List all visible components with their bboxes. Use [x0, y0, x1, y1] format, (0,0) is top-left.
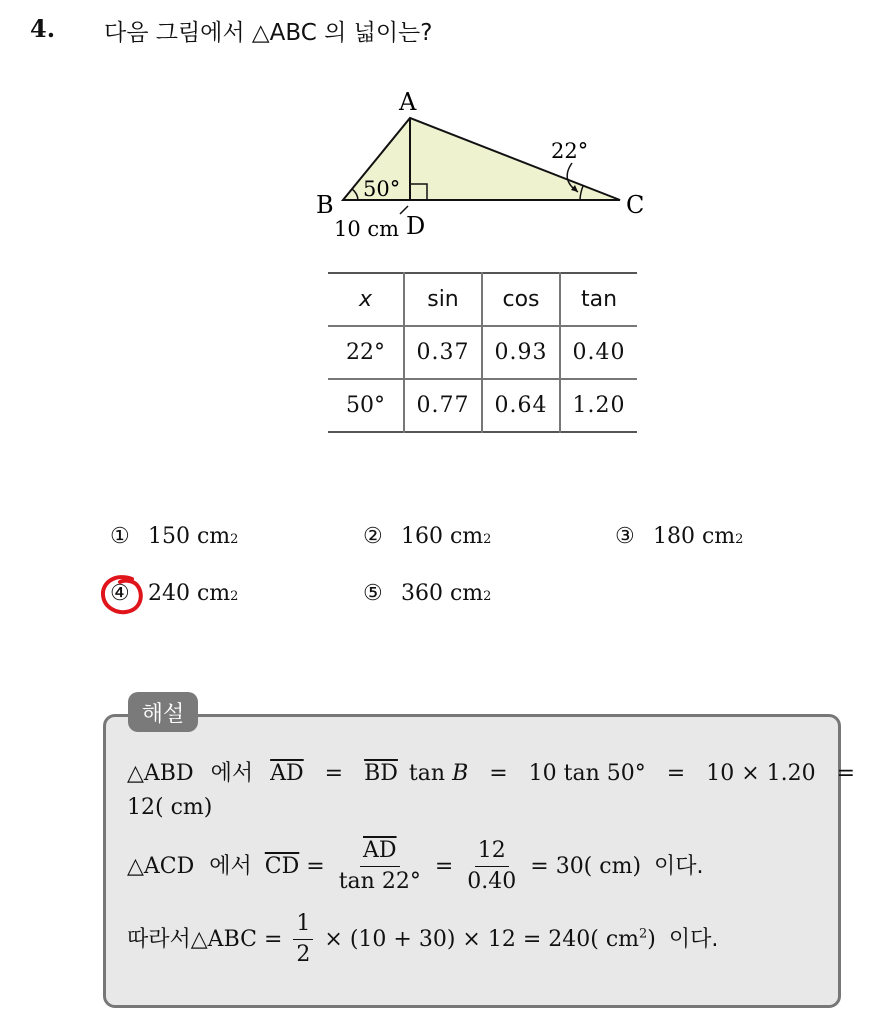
question-number: 4.	[30, 14, 56, 43]
sol-triangle-acd: △ACD	[127, 853, 195, 879]
answer-circle-mark	[96, 570, 152, 620]
solution-line-4	[127, 911, 718, 969]
label-c: C	[626, 191, 645, 219]
fraction-numerator: 1	[293, 911, 313, 940]
choice-5[interactable]	[363, 581, 491, 606]
choice-3[interactable]	[615, 524, 743, 549]
sol-product: 10 × 1.20	[706, 761, 816, 786]
sol-fraction-1	[336, 838, 424, 896]
choice-exponent: 2	[230, 589, 239, 604]
sol-tan-expr: 10 tan 50°	[528, 761, 646, 786]
trig-table	[328, 272, 637, 433]
fraction-denominator: 0.40	[467, 869, 517, 895]
sol-exponent: 2	[639, 926, 648, 942]
choice-exponent: 2	[230, 532, 239, 547]
question-text: 다음 그림에서 △ABC 의 넓이는?	[104, 20, 433, 46]
sol-word-ida: 이다.	[668, 926, 719, 952]
sol-tan: tan	[408, 761, 446, 786]
cos-value: 0.64	[482, 379, 560, 432]
fraction-numerator: $\overline{AD}$	[360, 838, 400, 867]
choice-number: ①	[110, 524, 130, 549]
choice-number: ③	[615, 524, 635, 549]
angle-c-label: 22°	[551, 139, 589, 163]
choice-1[interactable]	[110, 524, 238, 549]
sol-word-ttaraseo: 따라서	[127, 926, 191, 952]
fraction-numerator: 12	[475, 838, 509, 867]
choice-value: 360 cm	[401, 581, 484, 606]
fraction-denominator: 2	[296, 942, 311, 968]
header-sin: sin	[404, 273, 482, 326]
choice-value: 180 cm	[653, 524, 736, 549]
tan-value: 1.20	[572, 393, 626, 418]
solution-line-1	[127, 756, 855, 787]
sol-area-expr: × (10 + 30) × 12 = 240( cm	[324, 926, 640, 952]
trig-table-header	[328, 273, 637, 326]
sol-close-paren: )	[647, 926, 656, 952]
cos-value: 0.93	[482, 326, 560, 379]
sol-angle-b: B	[452, 761, 469, 786]
choice-value: 150 cm	[148, 524, 231, 549]
sol-segment-ad: $\overline{AD}$	[270, 761, 304, 786]
fraction-denominator: tan 22°	[338, 869, 421, 895]
choice-number: ⑤	[363, 581, 383, 606]
choice-number: ②	[363, 524, 383, 549]
sol-word-eseo: 에서	[210, 761, 254, 786]
tan-value: 0.40	[572, 340, 626, 365]
sol-fraction-half	[293, 911, 313, 969]
choice-exponent: 2	[483, 589, 492, 604]
sol-fraction-2	[464, 838, 519, 896]
header-x: x	[328, 273, 404, 326]
header-cos: cos	[482, 273, 560, 326]
solution-line-3	[127, 838, 704, 896]
sol-equals: =	[306, 853, 325, 879]
sol-segment-cd: $\overline{CD}$	[264, 853, 300, 879]
choice-exponent: 2	[483, 532, 492, 547]
sol-equals: =	[434, 853, 454, 879]
table-row	[328, 379, 637, 432]
sol-result-cd: = 30( cm)	[530, 853, 642, 879]
triangle-figure	[0, 0, 884, 260]
sin-value: 0.37	[404, 326, 482, 379]
sol-equals: =	[666, 761, 686, 786]
angle-b-label: 50°	[363, 177, 401, 201]
row-angle: 50°	[328, 379, 404, 432]
sol-word-eseo: 에서	[209, 853, 252, 879]
choice-exponent: 2	[735, 532, 744, 547]
sol-equals: =	[324, 761, 344, 786]
choice-value: 240 cm	[148, 581, 231, 606]
length-bd-label: 10 cm	[334, 217, 400, 241]
sol-word-ida: 이다.	[654, 853, 704, 879]
choice-2[interactable]	[363, 524, 491, 549]
sol-triangle-abc: △ABC =	[190, 926, 283, 952]
row-angle: 22°	[328, 326, 404, 379]
solution-tag: 해설	[128, 692, 198, 732]
label-a: A	[399, 88, 417, 116]
choice-number: ④	[110, 581, 130, 606]
sin-value: 0.77	[404, 379, 482, 432]
sol-equals: =	[489, 761, 508, 786]
label-b: B	[316, 191, 334, 219]
sol-segment-bd: $\overline{BD}$	[364, 761, 398, 786]
solution-line-2: 12( cm)	[127, 795, 213, 820]
sol-equals: =	[836, 761, 856, 786]
header-tan: tan	[580, 287, 618, 312]
label-d: D	[406, 212, 426, 240]
table-row	[328, 326, 637, 379]
choice-value: 160 cm	[401, 524, 484, 549]
sol-triangle-abd: △ABD	[127, 761, 194, 786]
